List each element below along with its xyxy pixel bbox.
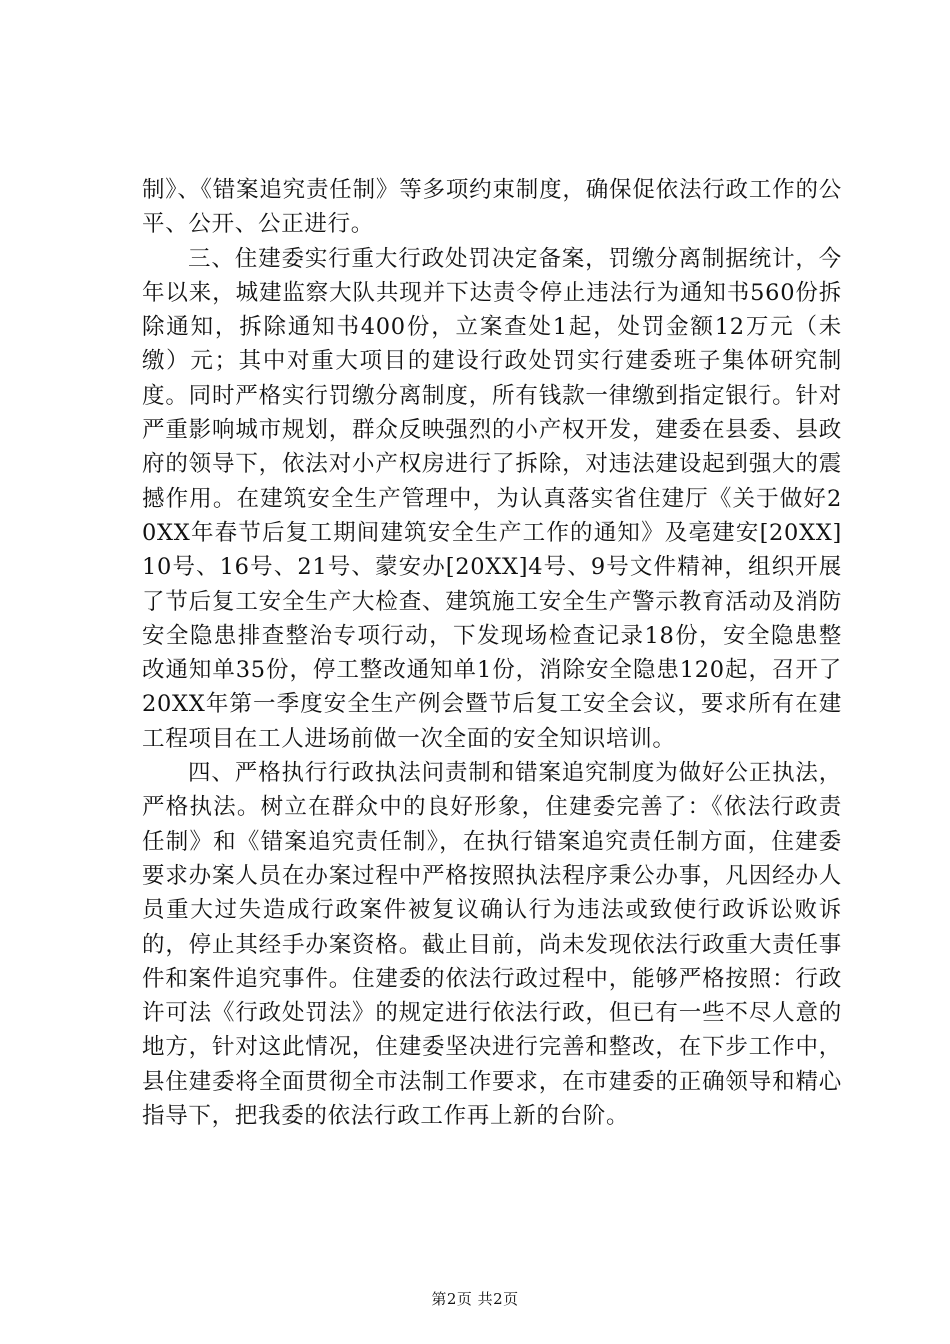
paragraph-section-four: 四、严格执行行政执法问责制和错案追究制度为做好公正执法，严格执法。树立在群众中的良好形象，住建委完善了：《依法行政责任制》和《错案追究责任制》，在执行错案追究责任制方面，住建委要求办案人员在办案过程中严格按照执法程序秉公办事，凡因经办人员重大过失造成行政案件被复议确认行为违法或致使行政诉讼败诉的，停止其经手办案资格。截止目前，尚未发现依法行政重大责任事件和案件追究事件。住建委的依法行政过程中，能够严格按照：行政许可法《行政处罚法》的规定进行依法行政，但已有一些不尽人意的地方，针对这此情况，住建委坚决进行完善和整改，在下步工作中，县住建委将全面贯彻全市法制工作要求，在市建委的正确领导和精心指导下，把我委的依法行政工作再上新的台阶。	[142, 760, 842, 1130]
paragraph-continuation: 制》、《错案追究责任制》等多项约束制度，确保促依法行政工作的公平、公开、公正进行。	[142, 177, 842, 238]
page-footer: 第2页 共2页	[431, 1290, 519, 1308]
paragraph-section-three: 三、住建委实行重大行政处罚决定备案，罚缴分离制据统计，今年以来，城建监察大队共现并下达责令停止违法行为通知书560份拆除通知，拆除通知书400份，立案查处1起，处罚金额12万元（未缴）元；其中对重大项目的建设行政处罚实行建委班子集体研究制度。同时严格实行罚缴分离制度，所有钱款一律缴到指定银行。针对严重影响城市规划，群众反映强烈的小产权开发，建委在县委、县政府的领导下，依法对小产权房进行了拆除，对违法建设起到强大的震撼作用。在建筑安全生产管理中，为认真落实省住建厅《关于做好20XX年春节后复工期间建筑安全生产工作的通知》及亳建安[20XX]10号、16号、21号、蒙安办[20XX]4号、9号文件精神，组织开展了节后复工安全生产大检查、建筑施工安全生产警示教育活动及消防安全隐患排查整治专项行动，下发现场检查记录18份，安全隐患整改通知单35份，停工整改通知单1份，消除安全隐患120起，召开了20XX年第一季度安全生产例会暨节后复工安全会议，要求所有在建工程项目在工人进场前做一次全面的安全知识培训。	[142, 245, 842, 752]
document-body	[142, 173, 842, 1133]
